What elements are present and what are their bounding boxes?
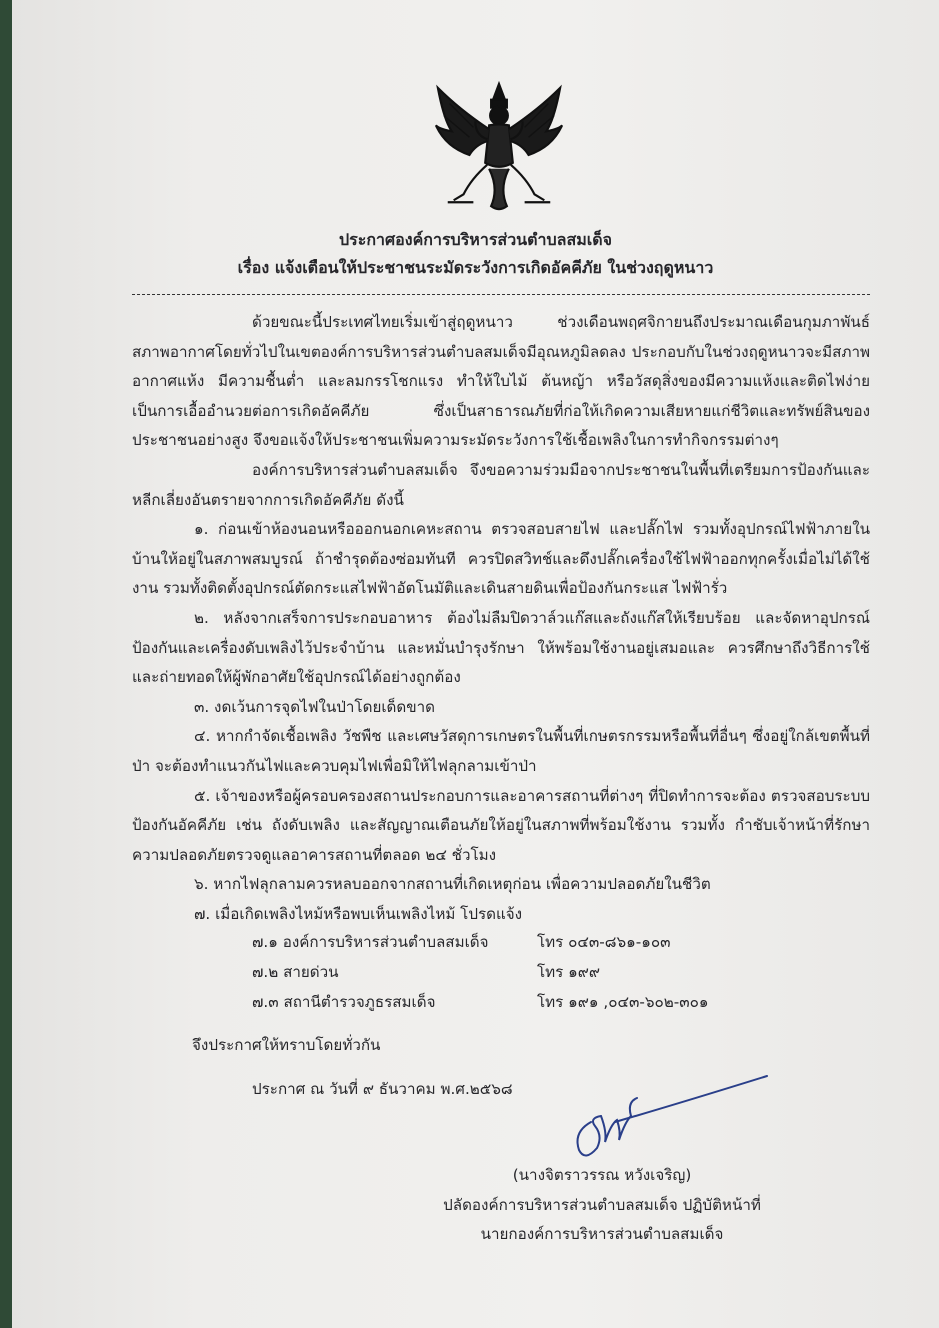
announcement-title: ประกาศองค์การบริหารส่วนตำบลสมเด็จ xyxy=(338,230,612,249)
contact-phone: โทร ๑๙๙ xyxy=(537,963,601,981)
list-item: ๗. เมื่อเกิดเพลิงไหม้หรือพบเห็นเพลิงไหม้ โปรดแจ้ง xyxy=(194,904,523,923)
closing-text: จึงประกาศให้ทราบโดยทั่วกัน xyxy=(192,1036,381,1054)
contact-name: ๗.๒ สายด่วน xyxy=(252,963,339,981)
announcement-date: ประกาศ ณ วันที่ ๙ ธันวาคม พ.ศ.๒๕๖๘ xyxy=(252,1080,513,1098)
signer-acting-position: นายกองค์การบริหารส่วนตำบลสมเด็จ xyxy=(480,1225,724,1243)
announcement-subject: เรื่อง แจ้งเตือนให้ประชาชนระมัดระวังการเกิดอัคคีภัย ในช่วงฤดูหนาว xyxy=(237,258,714,277)
contact-name: ๗.๑ องค์การบริหารส่วนตำบลสมเด็จ xyxy=(252,933,489,951)
list-item: ๓. งดเว้นการจุดไฟในป่าโดยเด็ดขาด xyxy=(194,697,436,716)
request-paragraph: องค์การบริหารส่วนตำบลสมเด็จ จึงขอความร่วมมือจากประชาชนในพื้นที่เตรียมการป้องกันและหลีกเลี่ยงอันตรายจากการเกิดอัคคีภัย ดังนี้ xyxy=(132,460,870,509)
garuda-emblem-icon xyxy=(430,80,568,218)
handwritten-signature xyxy=(567,1072,787,1168)
list-item: ๒. หลังจากเสร็จการประกอบอาหาร ต้องไม่ลืมปิดวาล์วแก๊สและถังแก๊สให้เรียบร้อย และจัดหาอุปกรณ์ป้องกันและเครื่องดับเพลิงไว้ประจำบ้าน และหมั่นบำรุงรักษา ให้พร้อมใช้งานอยู่เสมอและ ควรศึกษาถึงวิธีการใช้และถ่ายทอดให้ผู้พักอาศัยใช้อุปกรณ์ได้อย่างถูกต้อง xyxy=(132,608,870,687)
signer-position: ปลัดองค์การบริหารส่วนตำบลสมเด็จ ปฏิบัติหน้าที่ xyxy=(443,1196,761,1214)
signer-name: (นางจิตราวรรณ หวังเจริญ) xyxy=(512,1166,692,1184)
contact-name: ๗.๓ สถานีตำรวจภูธรสมเด็จ xyxy=(252,993,436,1011)
list-item: ๑. ก่อนเข้าห้องนอนหรือออกนอกเคหะสถาน ตรวจสอบสายไฟ และปลั๊กไฟ รวมทั้งอุปกรณ์ไฟฟ้าภายในบ้านให้อยู่ในสภาพสมบูรณ์ ถ้าชำรุดต้องซ่อมทันที ควรปิดสวิทช์และดึงปลั๊กเครื่องใช้ไฟฟ้าออกทุกครั้งเมื่อไม่ได้ใช้งาน รวมทั้งติดตั้งอุปกรณ์ตัดกระแสไฟฟ้าอัตโนมัติและเดินสายดินเพื่อป้องกันกระแส ไฟฟ้ารั่ว xyxy=(132,520,870,598)
contact-phone: โทร ๐๔๓-๘๖๑-๑๐๓ xyxy=(537,933,671,951)
contact-phone: โทร ๑๙๑ ,๐๔๓-๖๐๒-๓๐๑ xyxy=(537,993,709,1011)
list-item: ๕. เจ้าของหรือผู้ครอบครองสถานประกอบการและอาคารสถานที่ต่างๆ ที่ปิดทำการจะต้อง ตรวจสอบระบบป้องกันอัคคีภัย เช่น ถังดับเพลิง และสัญญาณเตือนภัยให้อยู่ในสภาพที่พร้อมใช้งาน รวมทั้ง กำชับเจ้าหน้าที่รักษาความปลอดภัยตรวจดูแลอาคารสถานที่ตลอด ๒๔ ชั่วโมง xyxy=(132,786,870,864)
document-page xyxy=(12,0,939,1328)
announcement-body xyxy=(132,308,870,929)
list-item: ๔. หากกำจัดเชื้อเพลิง วัชพืช และเศษวัสดุการเกษตรในพื้นที่เกษตรกรรมหรือพื้นที่อื่นๆ ซึ่งอยู่ใกล้เขตพื้นที่ป่า จะต้องทำแนวกันไฟและควบคุมไฟเพื่อมิให้ไฟลุกลามเข้าป่า xyxy=(132,727,870,775)
dashed-divider xyxy=(132,294,870,295)
intro-paragraph: ด้วยขณะนี้ประเทศไทยเริ่มเข้าสู่ฤดูหนาว ช่วงเดือนพฤศจิกายนถึงประมาณเดือนกุมภาพันธ์ สภาพอากาศโดยทั่วไปในเขตองค์การบริหารส่วนตำบลสมเด็จมีอุณหภูมิลดลง ประกอบกับในช่วงฤดูหนาวจะมีสภาพอากาศแห้ง มีความชื้นต่ำ และลมกรรโชกแรง ทำให้ใบไม้ ต้นหญ้า หรือวัสดุสิ่งของมีความแห้งและติดไฟง่ายเป็นการเอื้ออำนวยต่อการเกิดอัคคีภัย ซึ่งเป็นสาธารณภัยที่ก่อให้เกิดความเสียหายแก่ชีวิตและทรัพย์สินของประชาชนอย่างสูง จึงขอแจ้งให้ประชาชนเพิ่มความระมัดระวังการใช้เชื้อเพลิงในการทำกิจกรรมต่างๆ xyxy=(132,313,870,450)
list-item: ๖. หากไฟลุกลามควรหลบออกจากสถานที่เกิดเหตุก่อน เพื่อความปลอดภัยในชีวิต xyxy=(194,875,711,894)
